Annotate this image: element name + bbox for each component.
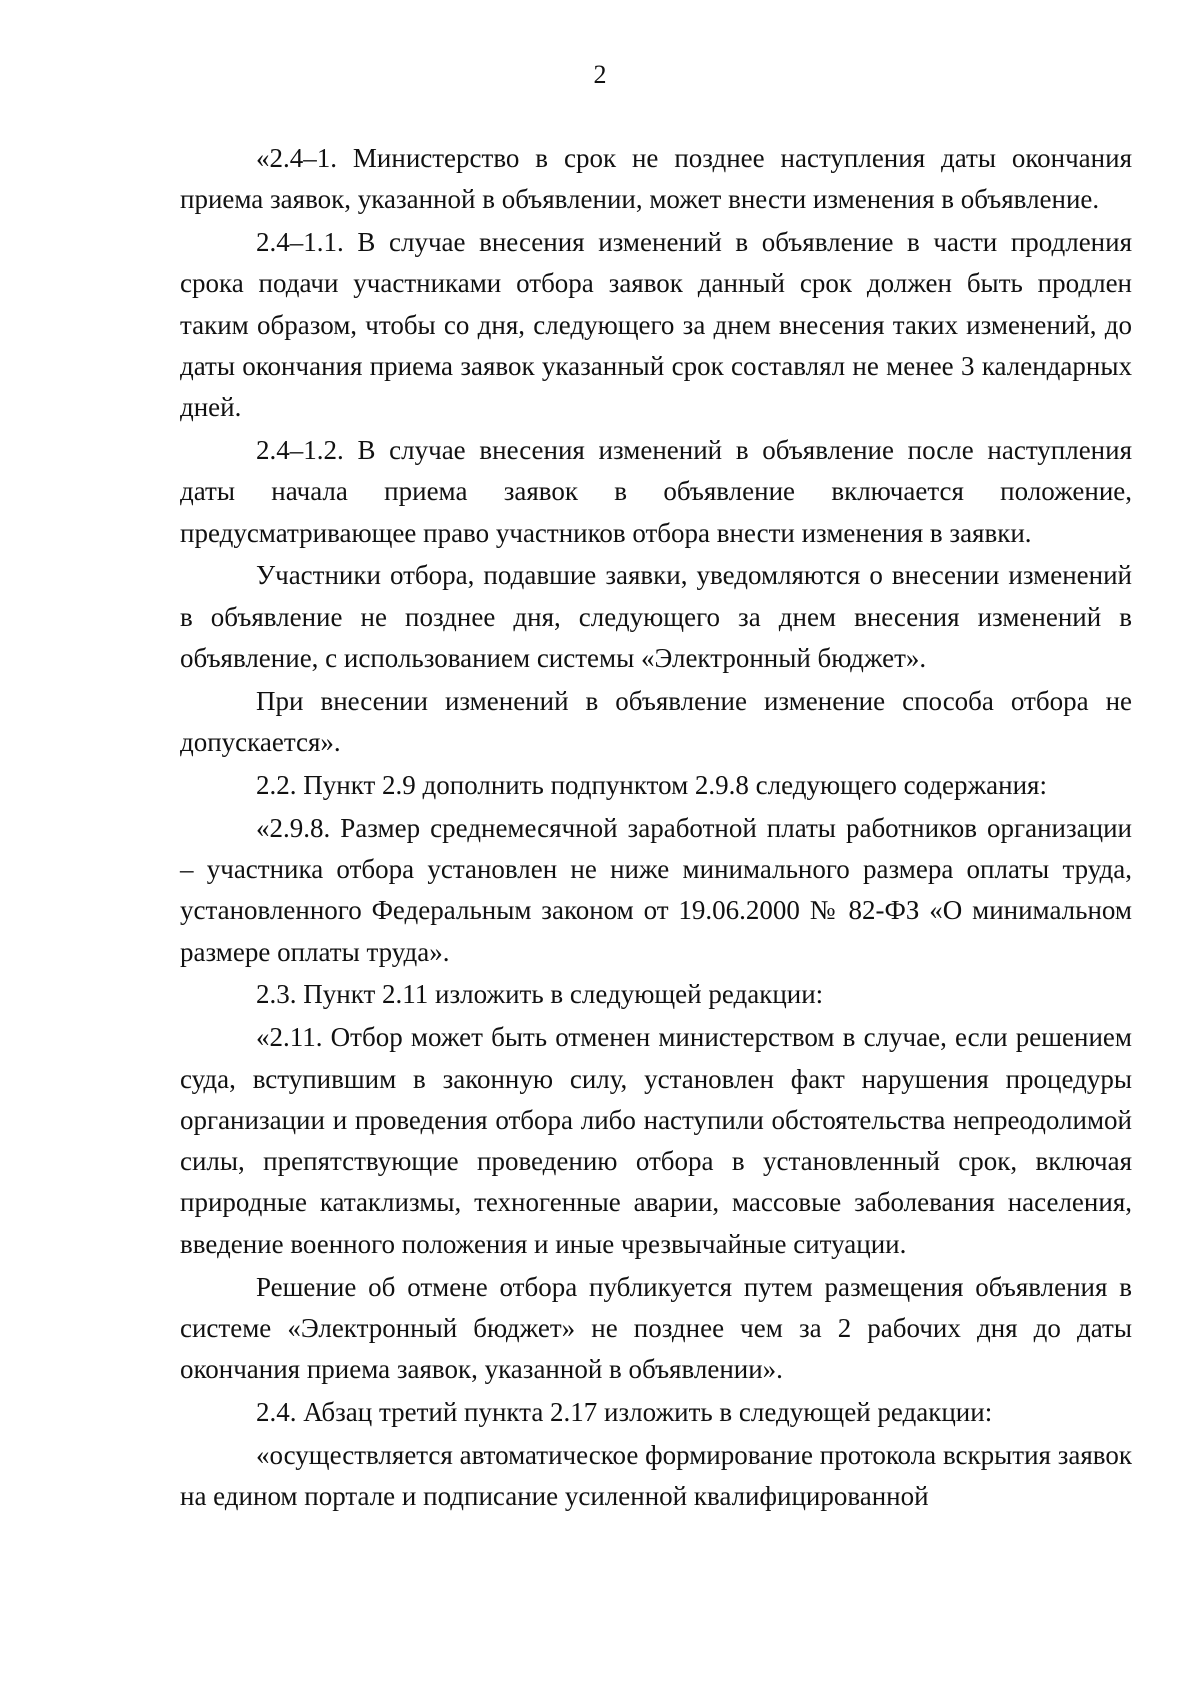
paragraph-2-4-1-1: 2.4–1.1. В случае внесения изменений в объявление в части продления срока подачи участниками отбора заявок данный срок должен быть продлен таким образом, чтобы со дня, следующего за днем внесения таких изменений, до даты окончания приема заявок указанный срок составлял не менее 3 календарных дней. [180, 227, 1132, 423]
document-body [180, 138, 1132, 1519]
paragraph-2-4-1-2: 2.4–1.2. В случае внесения изменений в объявление после наступления даты начала приема заявок в объявление включается положение, предусматривающее право участников отбора внести изменения в заявки. [180, 435, 1132, 548]
paragraph-protocol: «осуществляется автоматическое формирование протокола вскрытия заявок на едином портале и подписание усиленной квалифицированной [180, 1439, 1132, 1511]
paragraph-2-2: 2.2. Пункт 2.9 дополнить подпунктом 2.9.8 следующего содержания: [256, 769, 1047, 800]
paragraph-2-9-8: «2.9.8. Размер среднемесячной заработной платы работников организации – участника отбора установлен не ниже минимального размера оплаты труда, установленного Федеральным законом от 19.06.2000 № 82-ФЗ «О минимальном размере оплаты труда». [180, 812, 1132, 967]
paragraph-participants-notice: Участники отбора, подавшие заявки, уведомляются о внесении изменений в объявление не позднее дня, следующего за днем внесения изменений в объявление, с использованием системы «Электронный бюджет». [180, 560, 1132, 674]
paragraph-2-3: 2.3. Пункт 2.11 изложить в следующей редакции: [256, 979, 824, 1010]
paragraph-method-change: При внесении изменений в объявление изменение способа отбора не допускается». [180, 685, 1132, 758]
paragraph-2-4-1: «2.4–1. Министерство в срок не позднее наступления даты окончания приема заявок, указанной в объявлении, может внести изменения в объявление. [180, 143, 1132, 215]
paragraph-cancel-decision: Решение об отмене отбора публикуется путем размещения объявления в системе «Электронный бюджет» не позднее чем за 2 рабочих дня до даты окончания приема заявок, указанной в объявлении». [180, 1271, 1132, 1385]
paragraph-2-11: «2.11. Отбор может быть отменен министерством в случае, если решением суда, вступившим в законную силу, установлен факт нарушения процедуры организации и проведения отбора либо наступили обстоятельства непреодолимой силы, препятствующие проведению отбора в установленный срок, включая природные катаклизмы, техногенные аварии, массовые заболевания населения, введение военного положения и иные чрезвычайные ситуации. [180, 1022, 1132, 1259]
page-number: 2 [593, 60, 607, 89]
paragraph-2-4: 2.4. Абзац третий пункта 2.17 изложить в следующей редакции: [256, 1396, 993, 1427]
